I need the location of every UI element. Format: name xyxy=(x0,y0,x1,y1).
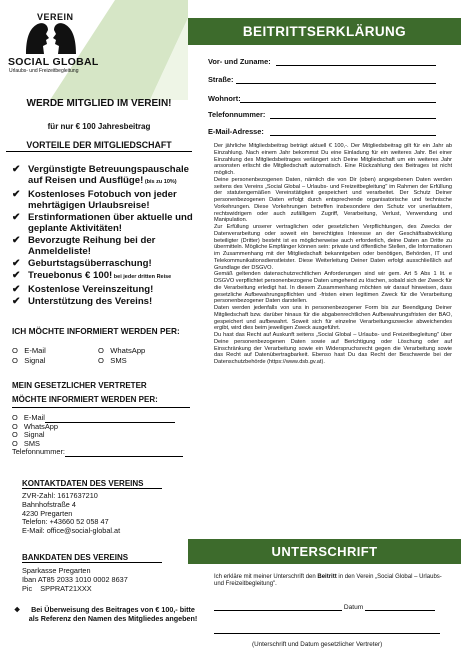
city-field-label: Wohnort: xyxy=(208,94,241,103)
check-icon: ✔ xyxy=(12,258,21,269)
membership-terms-paragraph: Der jährliche Mitgliedsbeitrag beträgt aktuell € 100,-. Der Mitgliedsbeitrag gilt für ein Jahr ab Einzahlung. Nach einem Jahr bekommst Du eine Einladung für ein weiteres Jahr. Bei einer Einzahlung des Mitgliedsbeitrages verlängert sich Deine Mitgliedschaft um ein weiteres Jahr ansonsten erlischt die Mitgliedschaft automatisch. Eine Rückzahlung des Beitrages ist nicht möglich. xyxy=(214,143,452,176)
info-heading: ICH MÖCHTE INFORMIERT WERDEN PER: xyxy=(12,326,180,336)
representative-heading: MEIN GESETZLICHER VERTRETER MÖCHTE INFORMIERT WERDEN PER: xyxy=(12,379,202,408)
privacy-text xyxy=(214,143,452,366)
benefit-item: ✔ Bevorzugte Reihung bei der Anmeldeliste! xyxy=(12,235,156,257)
privacy-paragraph: Deine personenbezogenen Daten, nämlich die von Dir (oben) angegebenen Daten werden seitens des Vereins „Social Global – Urlaubs- und Freizeitbegleitung" im Rahmen der Erfüllung der statutengemäßen Vereinstätigkeit gespeichert und verarbeitet. Der Schutz Deiner personenbezogenen Daten erfolgt durch entsprechende organisatorische und technische Vorkehrungen. Diese Vorkehrungen betreffen insbesondere den Schutz vor unerlaubtem, rechtswidrigem oder auch zufälligem Zugriff, Verarbeitung, Verlust, Verwendung und Manipulation. xyxy=(214,176,452,224)
benefit-item: ✔ Treuebonus € 100! bei jeder dritten Reise xyxy=(12,270,172,281)
privacy-paragraph: Daten werden jedenfalls von uns in personenbezogener Form bis zur Beendigung Deiner Mitgliedschaft bzw. darüber hinaus für die abgabenrechtlichen Aufbewahrungsfristen der BAO, gespeichert und aufbewahrt. Soweit sich für einzelne Verarbeitungszwecke abweichendes ergibt, wird dies beim jeweiligen Zweck ausgeführt. xyxy=(214,305,452,332)
info-option-whatsapp[interactable]: O WhatsApp xyxy=(98,346,146,355)
city-field[interactable] xyxy=(240,102,436,103)
logo xyxy=(6,4,124,84)
check-icon: ✔ xyxy=(12,164,21,175)
rep-option-signal[interactable]: O Signal xyxy=(12,430,45,440)
rep-option-email[interactable]: O E-Mail xyxy=(12,414,202,423)
page-title: BEITRITTSERKLÄRUNG xyxy=(188,18,461,45)
bank-details: Sparkasse Pregarten Iban AT85 2033 1010 0002 8637 Pic SPPRAT21XXX xyxy=(22,566,128,593)
logo-text-subtitle: Urlaubs- und Freizeitbegleitung xyxy=(9,68,79,74)
price-text: für nur € 100 Jahresbeitrag xyxy=(47,122,151,131)
benefits-list xyxy=(12,164,202,308)
street-field-label: Straße: xyxy=(208,75,234,84)
representative-options xyxy=(12,414,202,457)
check-icon: ✔ xyxy=(12,235,21,246)
privacy-paragraph: Gemäß geltenden datenschutzrechtlichen Anforderungen sind wir gem. Art 5 Abs 1 lit. e DSGVO verpflichtet personenbezogene Daten umgehend zu löschen, sobald sich der Zweck für die Verarbeitung erledigt hat. In diesem Zusammenhang möchten wir darauf hinweisen, dass gesetzliche Aufbewahrungspflichten und -fristen einen legitimen Zweck für die Verarbeitung personenbezogener Daten darstellen. xyxy=(214,271,452,305)
join-heading: WERDE MITGLIED IM VEREIN! xyxy=(26,98,172,109)
privacy-paragraph: Du hast das Recht auf Auskunft seitens „Social Global – Urlaubs- und Freizeitbegleitung" über Deine personenbezogenen Daten sowie auf Berichtigung oder Löschung oder auf Einschränkung der Verarbeitung sowie ein Widerspruchsrecht gegen die Verarbeitung sowie das Recht auf Datenübertragbarkeit. Ebenso hast Du das Recht der Beschwerde bei der Datenschutzbehörde (https://www.dsb.gv.at). xyxy=(214,332,452,365)
phone-field-label: Telefonnummer: xyxy=(208,110,266,119)
check-icon: ✔ xyxy=(12,296,21,307)
date-label: Datum xyxy=(343,604,364,611)
check-icon: ✔ xyxy=(12,270,21,281)
street-field[interactable] xyxy=(236,83,436,84)
logo-text-verein: VEREIN xyxy=(37,12,74,22)
rep-option-sms[interactable]: O SMS xyxy=(12,438,40,448)
contact-details: ZVR-Zahl: 1617637210 Bahnhofstraße 4 4230 Pregarten Telefon: +43660 52 058 47 E-Mail: office@social-global.at xyxy=(22,492,192,536)
contact-heading: KONTAKTDATEN DES VEREINS xyxy=(22,479,162,489)
rep-phone-field[interactable]: Telefonnummer: xyxy=(12,448,202,457)
signature-heading: UNTERSCHRIFT xyxy=(188,539,461,564)
signature-field[interactable] xyxy=(214,633,440,634)
benefit-item: ✔ Kostenlose Vereinszeitung! xyxy=(12,284,154,295)
check-icon: ✔ xyxy=(12,212,21,223)
date-field[interactable] xyxy=(214,604,440,611)
bank-heading: BANKDATEN DES VEREINS xyxy=(22,553,162,563)
info-option-email[interactable]: O E-Mail xyxy=(12,346,46,355)
logo-heads-icon xyxy=(24,20,78,54)
benefit-item: ✔ Unterstützung des Vereins! xyxy=(12,296,153,307)
benefit-item: ✔ Vergünstigte Betreuungspauschale auf Reisen und Ausflüge! (bis zu 10%) xyxy=(12,164,189,186)
name-field-label: Vor- und Zuname: xyxy=(208,57,271,66)
rep-option-whatsapp[interactable]: O WhatsApp xyxy=(12,421,59,431)
email-field[interactable] xyxy=(270,135,436,136)
diamond-bullet-icon: ❖ xyxy=(14,605,21,614)
info-options xyxy=(12,346,202,368)
check-icon: ✔ xyxy=(12,284,21,295)
name-field[interactable] xyxy=(276,65,436,66)
check-icon: ✔ xyxy=(12,189,21,200)
phone-field[interactable] xyxy=(270,118,436,119)
benefit-item: ✔ Erstinformationen über aktuelle und geplante Aktivitäten! xyxy=(12,212,193,234)
privacy-paragraph: Zur Erfüllung unserer vertraglichen oder gesetzlichen Verpflichtungen, des Zwecks der Datenverarbeitung oder soweit ein berechtigtes Interesse an der Geschäftsabwicklung beteiligter (Dritter) besteht ist es möglicherweise auch erforderlich, deine Daten an Dritte zu übermitteln. Mögliche Empfänger können sein: private und öffentliche Stellen, die Informationen im Zusammenhang mit der Mitgliedschaft bekanntgeben oder benötigen, Behörden, IT und Telekommunikationsdienstleister. Diese Weiterleitung Deiner Daten erfolgt ausschließlich auf Grundlage der DSGVO. xyxy=(214,224,452,271)
logo-text-social-global: SOCIAL GLOBAL xyxy=(8,56,99,68)
benefits-heading: VORTEILE DER MITGLIEDSCHAFT xyxy=(6,140,192,152)
benefit-item: ✔ Geburtstagsüberraschung! xyxy=(12,258,152,269)
signature-declaration: Ich erkläre mit meiner Unterschrift den Beitritt in den Verein „Social Global – Urlaubs- und Freizeitbegleitung". xyxy=(214,574,442,588)
signature-caption: (Unterschrift und Datum gesetzlicher Vertreter) xyxy=(252,641,383,648)
transfer-note: ❖ Bei Überweisung des Beitrages von € 100,- bitte als Referenz den Namen des Mitgliedes angeben! xyxy=(14,605,198,623)
benefit-item: ✔ Kostenloses Fotobuch von jeder mehrtägigen Urlaubsreise! xyxy=(12,189,177,211)
contact-email[interactable]: E-Mail: office@social-global.at xyxy=(22,526,121,536)
email-field-label: E-Mail-Adresse: xyxy=(208,127,264,136)
info-option-sms[interactable]: O SMS xyxy=(98,356,127,365)
info-option-signal[interactable]: O Signal xyxy=(12,356,46,365)
